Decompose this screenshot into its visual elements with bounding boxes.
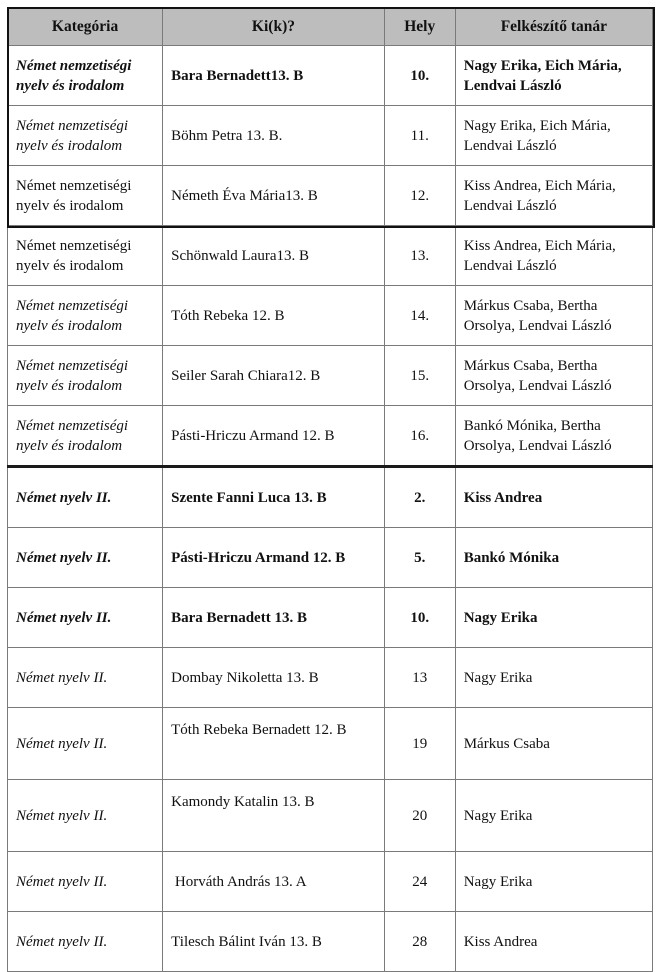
cell-place: 13.	[384, 226, 455, 286]
cell-teacher: Kiss Andrea	[455, 912, 652, 972]
cell-name: Szente Fanni Luca 13. B	[163, 467, 385, 528]
cell-category: Német nyelv II.	[8, 780, 163, 852]
cell-name: Horváth András 13. A	[163, 852, 385, 912]
cell-teacher: Kiss Andrea	[455, 467, 652, 528]
cell-place: 16.	[384, 406, 455, 467]
cell-teacher: Nagy Erika, Eich Mária, Lendvai László	[455, 106, 652, 166]
table-row	[8, 780, 653, 852]
cell-category: Német nyelv II.	[8, 528, 163, 588]
cell-name: Kamondy Katalin 13. B	[163, 780, 385, 852]
table-row	[8, 708, 653, 780]
header-teacher: Felkészítő tanár	[455, 8, 652, 46]
cell-place: 5.	[384, 528, 455, 588]
cell-name: Bara Bernadett 13. B	[163, 588, 385, 648]
header-who: Ki(k)?	[163, 8, 385, 46]
cell-place: 24	[384, 852, 455, 912]
cell-place: 10.	[384, 588, 455, 648]
cell-category: Német nemzetiségi nyelv és irodalom	[8, 226, 163, 286]
cell-name: Németh Éva Mária13. B	[163, 166, 385, 226]
cell-name: Pásti-Hriczu Armand 12. B	[163, 406, 385, 467]
cell-teacher: Kiss Andrea, Eich Mária, Lendvai László	[455, 226, 652, 286]
cell-name: Bara Bernadett13. B	[163, 46, 385, 106]
cell-place: 11.	[384, 106, 455, 166]
cell-name: Pásti-Hriczu Armand 12. B	[163, 528, 385, 588]
cell-teacher: Nagy Erika	[455, 780, 652, 852]
cell-category: Német nyelv II.	[8, 588, 163, 648]
cell-name: Dombay Nikoletta 13. B	[163, 648, 385, 708]
cell-teacher: Bankó Mónika, Bertha Orsolya, Lendvai László	[455, 406, 652, 467]
cell-place: 14.	[384, 286, 455, 346]
table-row	[8, 346, 653, 406]
cell-place: 28	[384, 912, 455, 972]
cell-place: 20	[384, 780, 455, 852]
cell-category: Német nemzetiségi nyelv és irodalom	[8, 346, 163, 406]
cell-category: Német nemzetiségi nyelv és irodalom	[8, 406, 163, 467]
cell-name: Böhm Petra 13. B.	[163, 106, 385, 166]
table-row	[8, 166, 653, 226]
cell-teacher: Bankó Mónika	[455, 528, 652, 588]
results-table	[7, 7, 653, 972]
table-row	[8, 286, 653, 346]
cell-category: Német nyelv II.	[8, 912, 163, 972]
cell-teacher: Nagy Erika	[455, 648, 652, 708]
cell-name: Seiler Sarah Chiara12. B	[163, 346, 385, 406]
cell-teacher: Kiss Andrea, Eich Mária, Lendvai László	[455, 166, 652, 226]
cell-name: Tóth Rebeka Bernadett 12. B	[163, 708, 385, 780]
cell-category: Német nemzetiségi nyelv és irodalom	[8, 286, 163, 346]
table-row	[8, 852, 653, 912]
cell-name: Schönwald Laura13. B	[163, 226, 385, 286]
cell-place: 13	[384, 648, 455, 708]
cell-place: 19	[384, 708, 455, 780]
cell-name: Tóth Rebeka 12. B	[163, 286, 385, 346]
cell-teacher: Márkus Csaba	[455, 708, 652, 780]
cell-teacher: Márkus Csaba, Bertha Orsolya, Lendvai László	[455, 286, 652, 346]
table-row	[8, 467, 653, 528]
header-place: Hely	[384, 8, 455, 46]
table-row	[8, 588, 653, 648]
header-row	[8, 8, 653, 46]
cell-category: Német nemzetiségi nyelv és irodalom	[8, 46, 163, 106]
table-row	[8, 46, 653, 106]
table-row	[8, 406, 653, 467]
cell-category: Német nemzetiségi nyelv és irodalom	[8, 106, 163, 166]
header-category: Kategória	[8, 8, 163, 46]
cell-teacher: Nagy Erika	[455, 588, 652, 648]
cell-category: Német nyelv II.	[8, 852, 163, 912]
cell-category: Német nyelv II.	[8, 708, 163, 780]
table-row	[8, 226, 653, 286]
cell-teacher: Nagy Erika, Eich Mária, Lendvai László	[455, 46, 652, 106]
cell-category: Német nyelv II.	[8, 467, 163, 528]
table-row	[8, 648, 653, 708]
cell-place: 12.	[384, 166, 455, 226]
cell-place: 10.	[384, 46, 455, 106]
cell-category: Német nemzetiségi nyelv és irodalom	[8, 166, 163, 226]
cell-teacher: Márkus Csaba, Bertha Orsolya, Lendvai László	[455, 346, 652, 406]
cell-category: Német nyelv II.	[8, 648, 163, 708]
cell-name: Tilesch Bálint Iván 13. B	[163, 912, 385, 972]
cell-place: 15.	[384, 346, 455, 406]
table-row	[8, 912, 653, 972]
table-row	[8, 528, 653, 588]
cell-teacher: Nagy Erika	[455, 852, 652, 912]
table-row	[8, 106, 653, 166]
cell-place: 2.	[384, 467, 455, 528]
